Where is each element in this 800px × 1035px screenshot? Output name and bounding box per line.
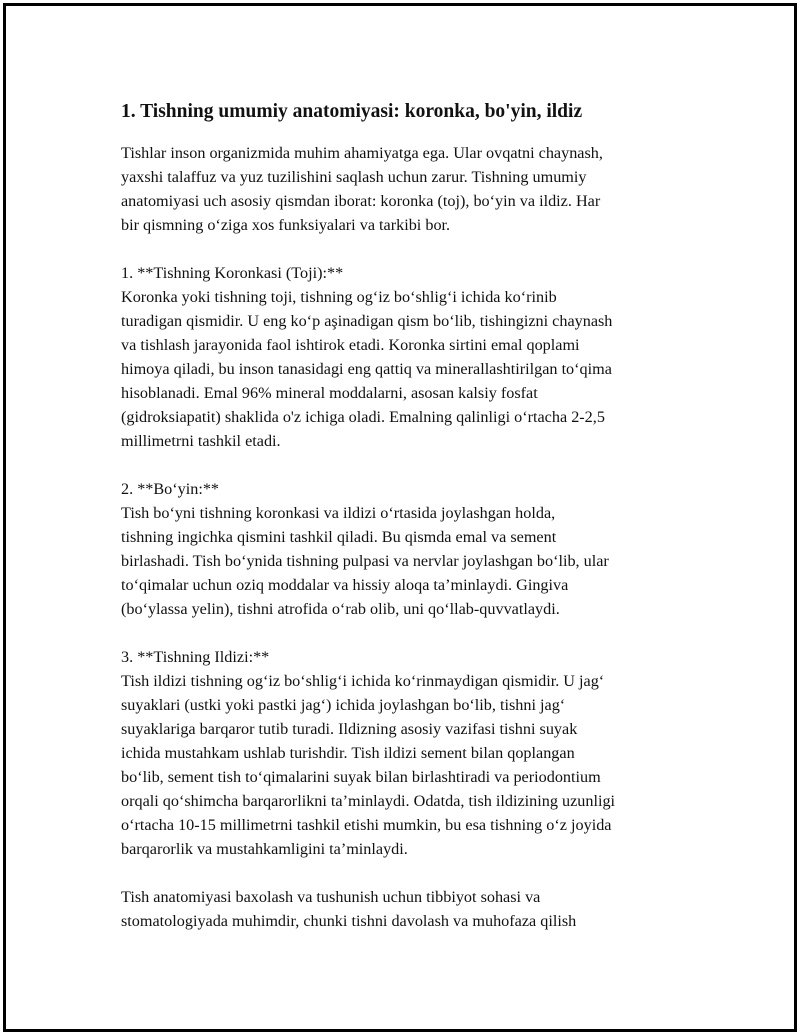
section-heading: 1. Tishning umumiy anatomiyasi: koronka, bo'yin, ildiz bbox=[121, 101, 583, 122]
crown-paragraph: 1. **Tishning Koronkasi (Toji):** Koronka yoki tishning toji, tishning og‘iz bo‘shlig‘i ichida ko‘rinib turadigan qismidir. U eng ko‘p aşinadigan qism bo‘lib, tishingizni chaynash va tishlash jarayonida faol ishtirok etadi. Koronka sirtini emal qoplami himoya qiladi, bu inson tanasidagi eng qattiq va minerallashtirilgan to‘qima hisoblanadi. Emal 96% mineral moddalarni, asosan kalsiy fosfat (gidroksiapatit) shaklida o'z ichiga oladi. Emalning qalinligi o‘rtacha 2-2,5 millimetrni tashkil etadi. bbox=[121, 264, 613, 450]
document-body bbox=[121, 99, 701, 957]
neck-paragraph: 2. **Bo‘yin:** Tish bo‘yni tishning koronkasi va ildizi o‘rtasida joylashgan holda, tishning ingichka qismini tashkil qiladi. Bu qismda emal va sement birlashadi. Tish bo‘ynida tishning pulpasi va nervlar joylashgan bo‘lib, ular to‘qimalar uchun oziq moddalar va hissiy aloqa ta’minlaydi. Gingiva (bo‘ylassa yelin), tishni atrofida o‘rab olib, uni qo‘llab-quvvatlaydi. bbox=[121, 480, 609, 618]
closing-paragraph: Tish anatomiyasi baxolash va tushunish uchun tibbiyot sohasi va stomatologiyada muhimdir, chunki tishni davolash va muhofaza qilish bbox=[121, 888, 577, 930]
root-paragraph: 3. **Tishning Ildizi:** Tish ildizi tishning og‘iz bo‘shlig‘i ichida ko‘rinmaydigan qismidir. U jag‘ suyaklari (ustki yoki pastki jag‘) ichida joylashgan bo‘lib, tishni jag‘ suyaklariga barqaror tutib turadi. Ildizning asosiy vazifasi tishni suyak ichida mustahkam ushlab turishdir. Tish ildizi sement bilan qoplangan bo‘lib, sement tish to‘qimalarini suyak bilan birlashtiradi va periodontium orqali qo‘shimcha barqarorlikni ta’minlaydi. Odatda, tish ildizining uzunligi o‘rtacha 10-15 millimetrni tashkil etishi mumkin, bu esa tishning o‘z joyida barqarorlik va mustahkamligini ta’minlaydi. bbox=[121, 648, 616, 858]
intro-paragraph: Tishlar inson organizmida muhim ahamiyatga ega. Ular ovqatni chaynash, yaxshi talaffuz va yuz tuzilishini saqlash uchun zarur. Tishning umumiy anatomiyasi uch asosiy qismdan iborat: koronka (toj), bo‘yin va ildiz. Har bir qismning o‘ziga xos funksiyalari va tarkibi bor. bbox=[121, 144, 603, 234]
page-frame bbox=[3, 3, 797, 1032]
